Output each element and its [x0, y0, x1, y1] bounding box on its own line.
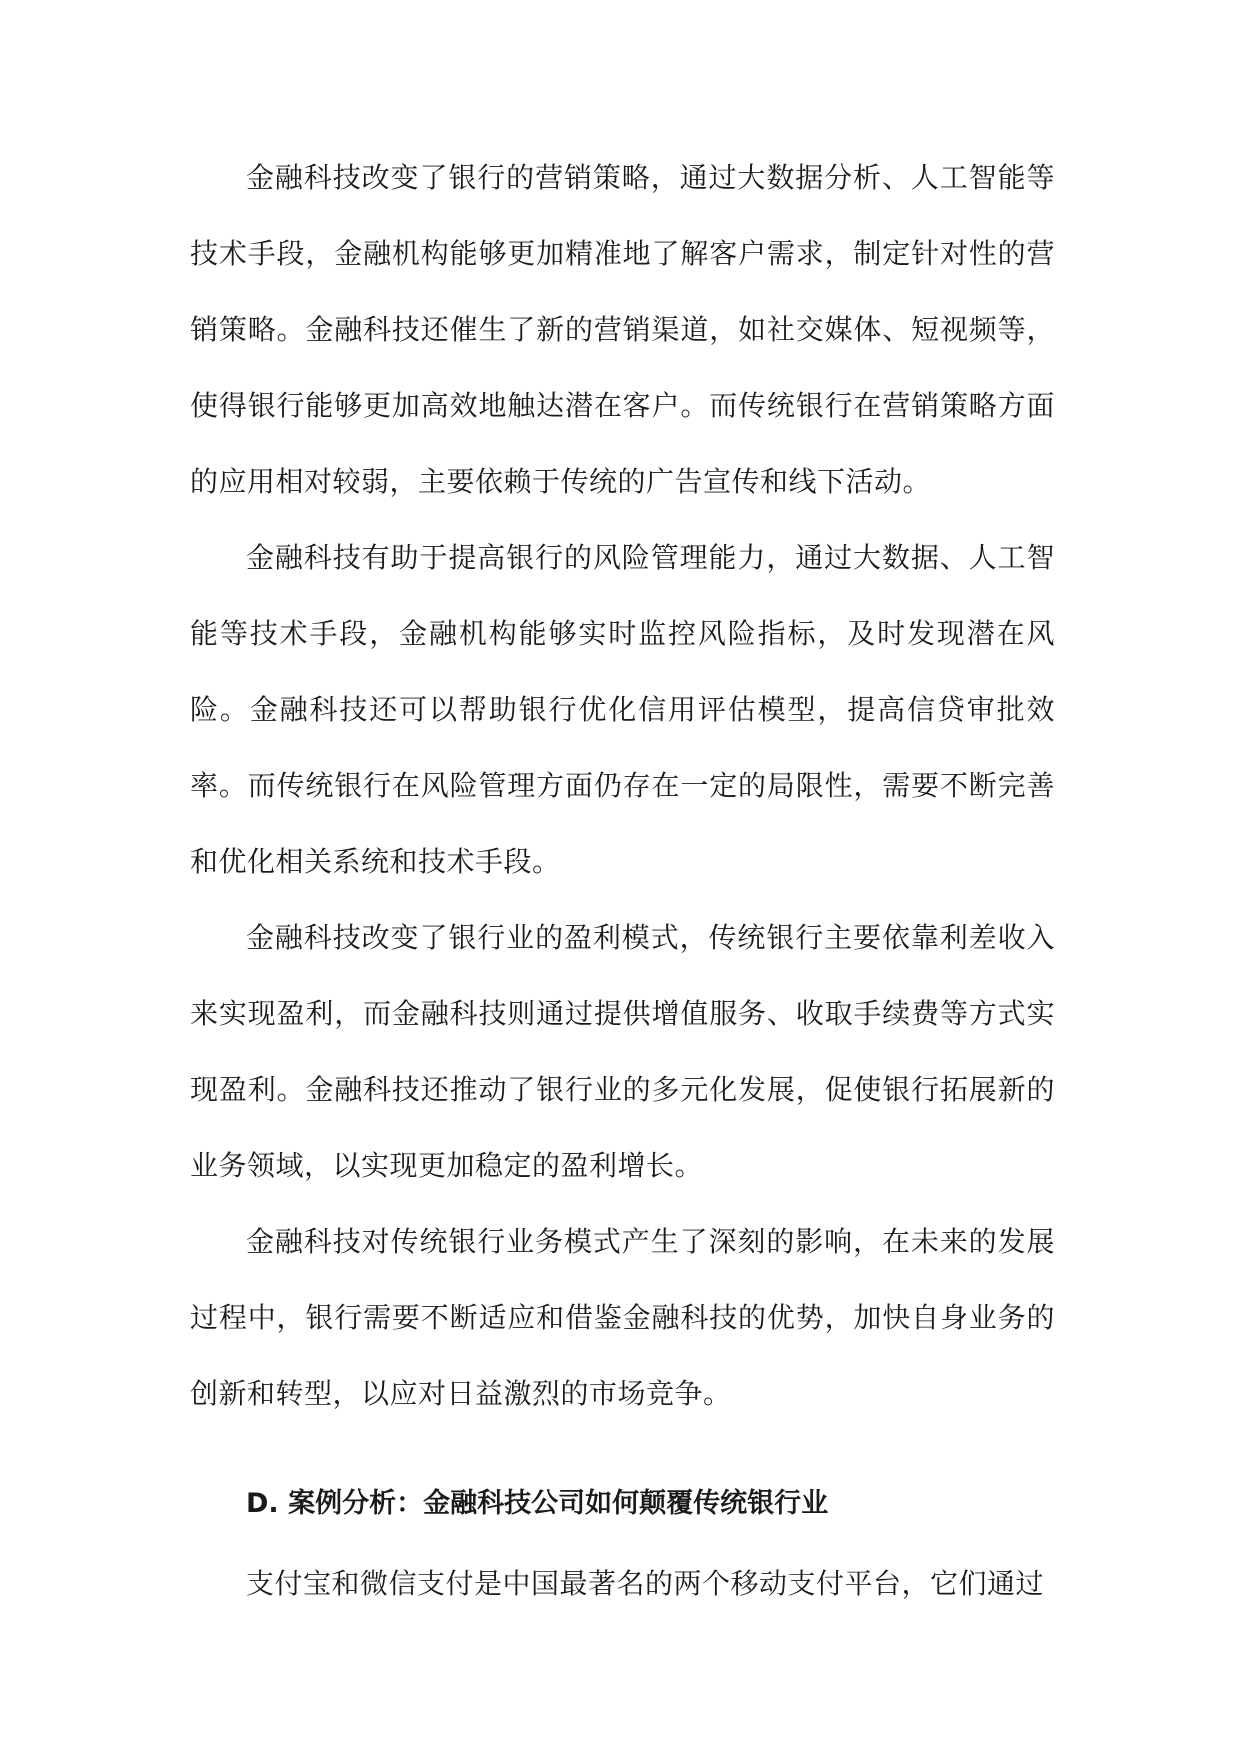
document-body: [190, 140, 1055, 1622]
paragraph-profit-model: 金融科技改变了银行业的盈利模式，传统银行主要依靠利差收入来实现盈利，而金融科技则通过提供增值服务、收取手续费等方式实现盈利。金融科技还推动了银行业的多元化发展，促使银行拓展新的业务领域，以实现更加稳定的盈利增长。: [190, 921, 1055, 1182]
paragraph-risk-management: 金融科技有助于提高银行的风险管理能力，通过大数据、人工智能等技术手段，金融机构能够实时监控风险指标，及时发现潜在风险。金融科技还可以帮助银行优化信用评估模型，提高信贷审批效率。而传统银行在风险管理方面仍存在一定的局限性，需要不断完善和优化相关系统和技术手段。: [190, 541, 1055, 878]
paragraph-case-intro: 支付宝和微信支付是中国最著名的两个移动支付平台，它们通过: [246, 1567, 1045, 1600]
paragraph-conclusion: 金融科技对传统银行业务模式产生了深刻的影响，在未来的发展过程中，银行需要不断适应和借鉴金融科技的优势，加快自身业务的创新和转型，以应对日益激烈的市场竞争。: [190, 1225, 1055, 1410]
paragraph-marketing: 金融科技改变了银行的营销策略，通过大数据分析、人工智能等技术手段，金融机构能够更加精准地了解客户需求，制定针对性的营销策略。金融科技还催生了新的营销渠道，如社交媒体、短视频等，使得银行能够更加高效地触达潜在客户。而传统银行在营销策略方面的应用相对较弱，主要依赖于传统的广告宣传和线下活动。: [190, 161, 1055, 498]
section-heading: D. 案例分析：金融科技公司如何颠覆传统银行业: [246, 1488, 829, 1519]
